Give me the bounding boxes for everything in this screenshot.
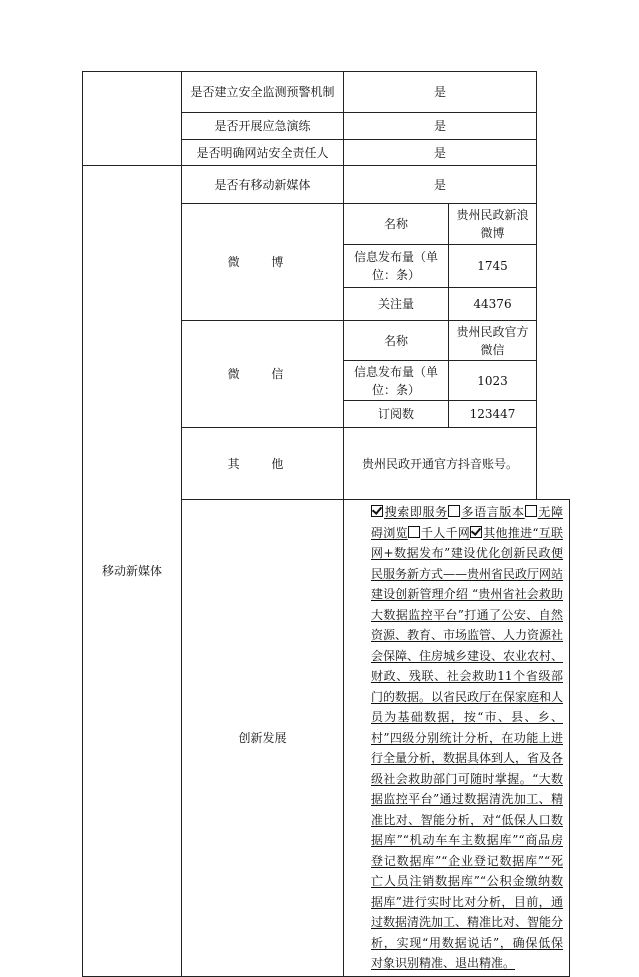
- checkbox-personalized[interactable]: [408, 526, 420, 538]
- innovation-text: 推进“互联网+数据发布”建设优化创新民政便民服务新方式——贵州省民政厅网站建设创新管理介绍 “贵州省社会救助大数据监控平台”打通了公安、自然资源、教育、市场监管、人力资源社会保障、住房城乡建设、农业农村、财政、残联、社会救助11个省级部门的数据。以省民政厅在保家庭和人员为基础数据，按“市、县、乡、村”四级分别统计分析，在功能上进行全量分析，数据具体到人，省及各级社会救助部门可随时掌握。“大数据监控平台”通过数据清洗加工、精准比对、智能分析，对“低保人口数据库”“机动车车主数据库”“商品房登记数据库”“企业登记数据库”“死亡人员注销数据库”“公积金缴纳数据库”进行实时比对分析，目前，通过数据清洗加工、精准比对、智能分析，实现“用数据说话”，确保低保对象识别精准、退出精准。: [371, 525, 564, 970]
- wechat-posts-value: 1023: [449, 361, 537, 401]
- checkbox-multilingual[interactable]: [448, 505, 460, 517]
- option-search-service-label: 搜索即服务: [384, 505, 448, 519]
- wechat-name-label: 名称: [344, 321, 449, 361]
- other-value: 贵州民政开通官方抖音账号。: [344, 428, 537, 500]
- security-section-cell: [83, 72, 182, 166]
- drill-value: 是: [344, 113, 537, 140]
- weibo-name-label: 名称: [344, 204, 449, 245]
- wechat-label: 微 信: [182, 321, 344, 428]
- drill-label: 是否开展应急演练: [182, 113, 344, 140]
- wechat-sub-value: 123447: [449, 401, 537, 428]
- wechat-sub-label: 订阅数: [344, 401, 449, 428]
- report-table: [82, 71, 570, 977]
- innovation-label: 创新发展: [182, 500, 344, 977]
- innovation-content: [344, 500, 570, 977]
- wechat-posts-label: 信息发布量（单位：条）: [344, 361, 449, 401]
- wechat-name-value: 贵州民政官方微信: [449, 321, 537, 361]
- mobile-section-label: 移动新媒体: [83, 166, 182, 977]
- innovation-paragraph: [371, 502, 563, 974]
- weibo-follow-value: 44376: [449, 288, 537, 321]
- checkbox-other[interactable]: [470, 526, 482, 538]
- option-multilingual-label: 多语言版本: [460, 505, 525, 519]
- row-monitoring: [83, 72, 570, 113]
- weibo-follow-label: 关注量: [344, 288, 449, 321]
- checkbox-search-service[interactable]: [371, 505, 383, 517]
- mobile-has-value: 是: [344, 166, 537, 204]
- weibo-posts-value: 1745: [449, 245, 537, 288]
- responsible-value: 是: [344, 140, 537, 166]
- other-label: 其 他: [182, 428, 344, 500]
- weibo-posts-label: 信息发布量（单位：条）: [344, 245, 449, 288]
- monitoring-value: 是: [344, 72, 537, 113]
- option-accessible-label: 无障碍浏览: [371, 505, 563, 540]
- checkbox-accessible[interactable]: [525, 505, 537, 517]
- option-other-label: 其他: [483, 525, 508, 540]
- option-personalized-label: 千人千网: [420, 525, 471, 540]
- weibo-label: 微 博: [182, 204, 344, 321]
- monitoring-label: 是否建立安全监测预警机制: [182, 72, 344, 113]
- responsible-label: 是否明确网站安全责任人: [182, 140, 344, 166]
- weibo-name-value: 贵州民政新浪微博: [449, 204, 537, 245]
- row-mobile-has: [83, 166, 570, 204]
- mobile-has-label: 是否有移动新媒体: [182, 166, 344, 204]
